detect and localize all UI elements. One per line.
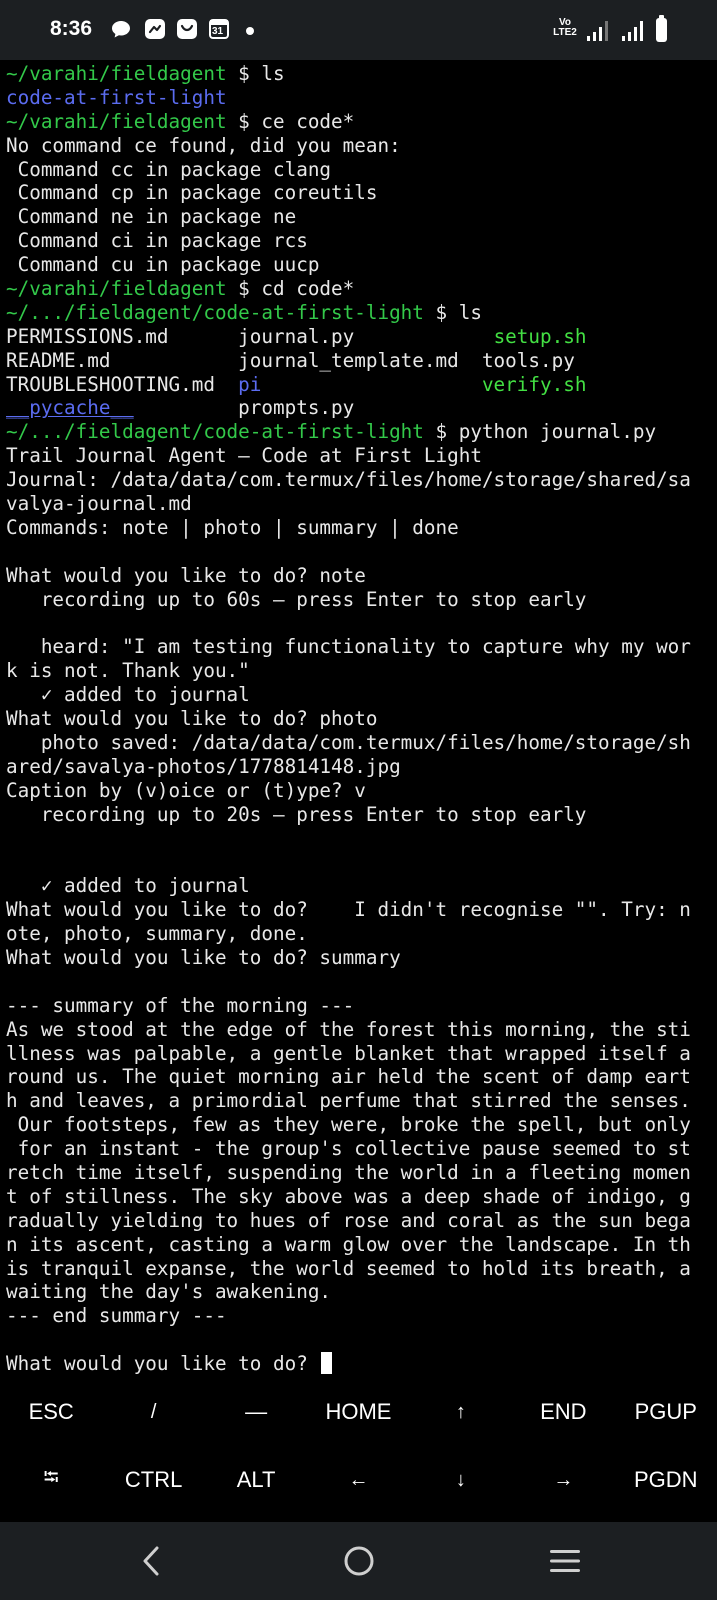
nav-back-button[interactable] — [128, 1538, 174, 1584]
terminal-line — [6, 1257, 714, 1281]
terminal-text: What would you like to do? photo — [6, 707, 378, 731]
terminal-line — [6, 588, 714, 612]
terminal-text: round us. The quiet morning air held the scent of damp eart — [6, 1065, 691, 1089]
terminal-text: ~/.../fieldagent/code-at-first-light — [6, 420, 436, 444]
terminal-text: TROUBLESHOOTING.md — [6, 372, 239, 396]
terminal-line — [6, 970, 714, 994]
terminal-line — [6, 444, 714, 468]
terminal-line — [6, 611, 714, 635]
terminal-text: setup.sh — [493, 324, 587, 348]
terminal-line — [6, 874, 714, 898]
terminal-text: Command ci in package rcs — [6, 229, 308, 253]
terminal-line — [6, 301, 714, 325]
terminal-lines — [6, 62, 714, 1352]
messenger-icon — [144, 18, 166, 40]
terminal-line — [6, 731, 714, 755]
terminal-line — [6, 922, 714, 946]
key-left[interactable]: ← — [348, 1468, 369, 1491]
terminal-line — [6, 1280, 714, 1304]
terminal-line — [6, 516, 714, 540]
terminal-text: ✓ added to journal — [6, 874, 250, 898]
terminal-line — [6, 1137, 714, 1161]
terminal-line — [6, 827, 714, 851]
key-pgup[interactable]: PGUP — [634, 1399, 697, 1424]
terminal-text: $ ce code* — [238, 109, 355, 133]
key-right[interactable]: → — [553, 1468, 574, 1491]
terminal-line — [6, 277, 714, 301]
terminal-text: Trail Journal Agent — Code at First Light — [6, 444, 482, 468]
key-end[interactable]: END — [540, 1399, 587, 1424]
key-esc[interactable]: ESC — [28, 1399, 74, 1424]
terminal-line — [6, 1161, 714, 1185]
terminal-line — [6, 779, 714, 803]
signal-icon — [620, 18, 646, 42]
terminal-text: What would you like to do? note — [6, 563, 366, 587]
terminal-text: recording up to 20s — press Enter to stop early — [6, 802, 587, 826]
terminal-text: llness was palpable, a gentle blanket that wrapped itself a — [6, 1041, 691, 1065]
extra-keys-bar — [0, 1378, 717, 1523]
terminal-text: Caption by (v)oice or (t)ype? v — [6, 778, 366, 802]
terminal-line — [6, 850, 714, 874]
recents-icon — [548, 1546, 582, 1576]
key-slash[interactable]: / — [150, 1400, 157, 1423]
key-down[interactable]: ↓ — [455, 1468, 466, 1491]
terminal-text: Command cp in package coreutils — [6, 181, 378, 205]
terminal-text: recording up to 60s — press Enter to stop early — [6, 587, 587, 611]
key-dash[interactable]: — — [245, 1399, 268, 1424]
terminal-line — [6, 86, 714, 110]
terminal-text: ~/.../fieldagent/code-at-first-light — [6, 300, 436, 324]
terminal-text: heard: "I am testing functionality to capture why my wor — [6, 635, 691, 659]
chat-bubble-icon — [110, 18, 132, 40]
network-label: Vo LTE2 — [553, 17, 577, 38]
terminal-text: ~/varahi/fieldagent — [6, 109, 239, 133]
calendar-day: 31 — [212, 26, 224, 37]
terminal-line — [6, 1185, 714, 1209]
terminal-text: ✓ added to journal — [6, 683, 250, 707]
terminal-text: waiting the day's awakening. — [6, 1280, 332, 1304]
terminal-line — [6, 1304, 714, 1328]
terminal-text: README.md journal_template.md tools.py — [6, 348, 575, 372]
terminal-line — [6, 492, 714, 516]
terminal-line — [6, 994, 714, 1018]
terminal-text: valya-journal.md — [6, 492, 192, 516]
terminal-line — [6, 659, 714, 683]
key-alt[interactable]: ALT — [236, 1467, 276, 1492]
terminal-line — [6, 62, 714, 86]
terminal-line — [6, 420, 714, 444]
terminal-text: ote, photo, summary, done. — [6, 922, 308, 946]
terminal-text: What would you like to do? summary — [6, 945, 401, 969]
status-bar — [0, 0, 717, 60]
terminal-line — [6, 635, 714, 659]
terminal-text: No command ce found, did you mean: — [6, 133, 401, 157]
terminal-line — [6, 373, 714, 397]
terminal-line — [6, 683, 714, 707]
terminal-text: t of stillness. The sky above was a deep shade of indigo, g — [6, 1184, 691, 1208]
terminal-line — [6, 1065, 714, 1089]
back-icon — [138, 1545, 164, 1577]
battery-icon — [656, 18, 667, 42]
terminal-text: PERMISSIONS.md journal.py — [6, 324, 494, 348]
terminal-text: Command cu in package uucp — [6, 253, 320, 277]
terminal-line — [6, 755, 714, 779]
terminal-output[interactable] — [6, 62, 714, 1378]
terminal-text: retch time itself, suspending the world in a fleeting momen — [6, 1160, 691, 1184]
terminal-line — [6, 396, 714, 420]
terminal-text: n its ascent, casting a warm glow over the landscape. In th — [6, 1232, 691, 1256]
terminal-line — [6, 205, 714, 229]
terminal-text: What would you like to do? I didn't recognise "". Try: n — [6, 898, 691, 922]
terminal-line — [6, 1018, 714, 1042]
terminal-text: k is not. Thank you." — [6, 659, 250, 683]
terminal-text: ~/varahi/fieldagent — [6, 277, 239, 301]
terminal-text: ~/varahi/fieldagent — [6, 62, 239, 85]
terminal-text: h and leaves, a primordial perfume that stirred the senses. — [6, 1089, 691, 1113]
terminal-text: Our footsteps, few as they were, broke the spell, but only — [6, 1113, 691, 1137]
terminal-text: $ ls — [238, 62, 285, 85]
terminal-line — [6, 134, 714, 158]
terminal-line — [6, 1089, 714, 1113]
terminal-prompt: What would you like to do? — [6, 1352, 320, 1376]
key-pgdn[interactable]: PGDN — [634, 1467, 698, 1492]
terminal-line — [6, 564, 714, 588]
terminal-line — [6, 1113, 714, 1137]
terminal-text: Command cc in package clang — [6, 157, 332, 181]
terminal-text: As we stood at the edge of the forest this morning, the sti — [6, 1017, 691, 1041]
terminal-text: --- end summary --- — [6, 1304, 227, 1328]
terminal-line — [6, 325, 714, 349]
terminal-text: radually yielding to hues of rose and coral as the sun bega — [6, 1208, 691, 1232]
terminal-text: $ ls — [435, 300, 482, 324]
signal-icon — [585, 18, 611, 42]
terminal-text: prompts.py — [133, 396, 355, 420]
terminal-text: for an instant - the group's collective pause seemed to st — [6, 1137, 691, 1161]
terminal-text: ared/savalya-photos/1778814148.jpg — [6, 754, 401, 778]
terminal-text: Command ne in package ne — [6, 205, 297, 229]
terminal-text: verify.sh — [481, 372, 587, 396]
terminal-cursor — [321, 1352, 332, 1374]
terminal-line — [6, 158, 714, 182]
terminal-text: --- summary of the morning --- — [6, 993, 355, 1017]
terminal-line — [6, 707, 714, 731]
terminal-line — [6, 540, 714, 564]
key-tab[interactable]: ⭾ — [43, 1467, 59, 1489]
status-time: 8:36 — [50, 17, 93, 40]
terminal-line — [6, 181, 714, 205]
terminal-text: __pycache__ — [6, 396, 134, 420]
terminal-line — [6, 1042, 714, 1066]
key-ctrl[interactable]: CTRL — [124, 1467, 183, 1492]
terminal-text — [261, 373, 482, 396]
terminal-line — [6, 1233, 714, 1257]
navigation-bar — [0, 1522, 717, 1600]
nav-recents-button[interactable] — [542, 1538, 588, 1584]
terminal-text: photo saved: /data/data/com.termux/files/home/storage/sh — [6, 730, 691, 754]
terminal-line — [6, 110, 714, 134]
inbox-icon — [176, 18, 198, 40]
more-notifications-dot — [246, 27, 254, 35]
terminal-text: $ cd code* — [238, 277, 355, 301]
key-up[interactable]: ↑ — [455, 1400, 466, 1423]
terminal-line — [6, 349, 714, 373]
terminal-text: Commands: note | photo | summary | done — [6, 515, 459, 539]
terminal-text: code-at-first-light — [6, 85, 227, 109]
terminal-text: pi — [238, 372, 262, 396]
terminal-line — [6, 468, 714, 492]
terminal-line — [6, 898, 714, 922]
volte-indicator — [552, 18, 578, 38]
terminal-text: $ python journal.py — [435, 420, 657, 444]
nav-home-button[interactable] — [336, 1538, 382, 1584]
home-icon — [342, 1544, 376, 1578]
terminal-line — [6, 946, 714, 970]
terminal-text: is tranquil expanse, the world seemed to hold its breath, a — [6, 1256, 691, 1280]
terminal-line — [6, 1209, 714, 1233]
terminal-line — [6, 803, 714, 827]
key-home[interactable]: HOME — [325, 1399, 392, 1424]
terminal-text: Journal: /data/data/com.termux/files/home/storage/shared/sa — [6, 468, 691, 492]
terminal-line — [6, 229, 714, 253]
terminal-line — [6, 1328, 714, 1352]
terminal-prompt-line[interactable] — [6, 1352, 714, 1376]
terminal-line — [6, 253, 714, 277]
